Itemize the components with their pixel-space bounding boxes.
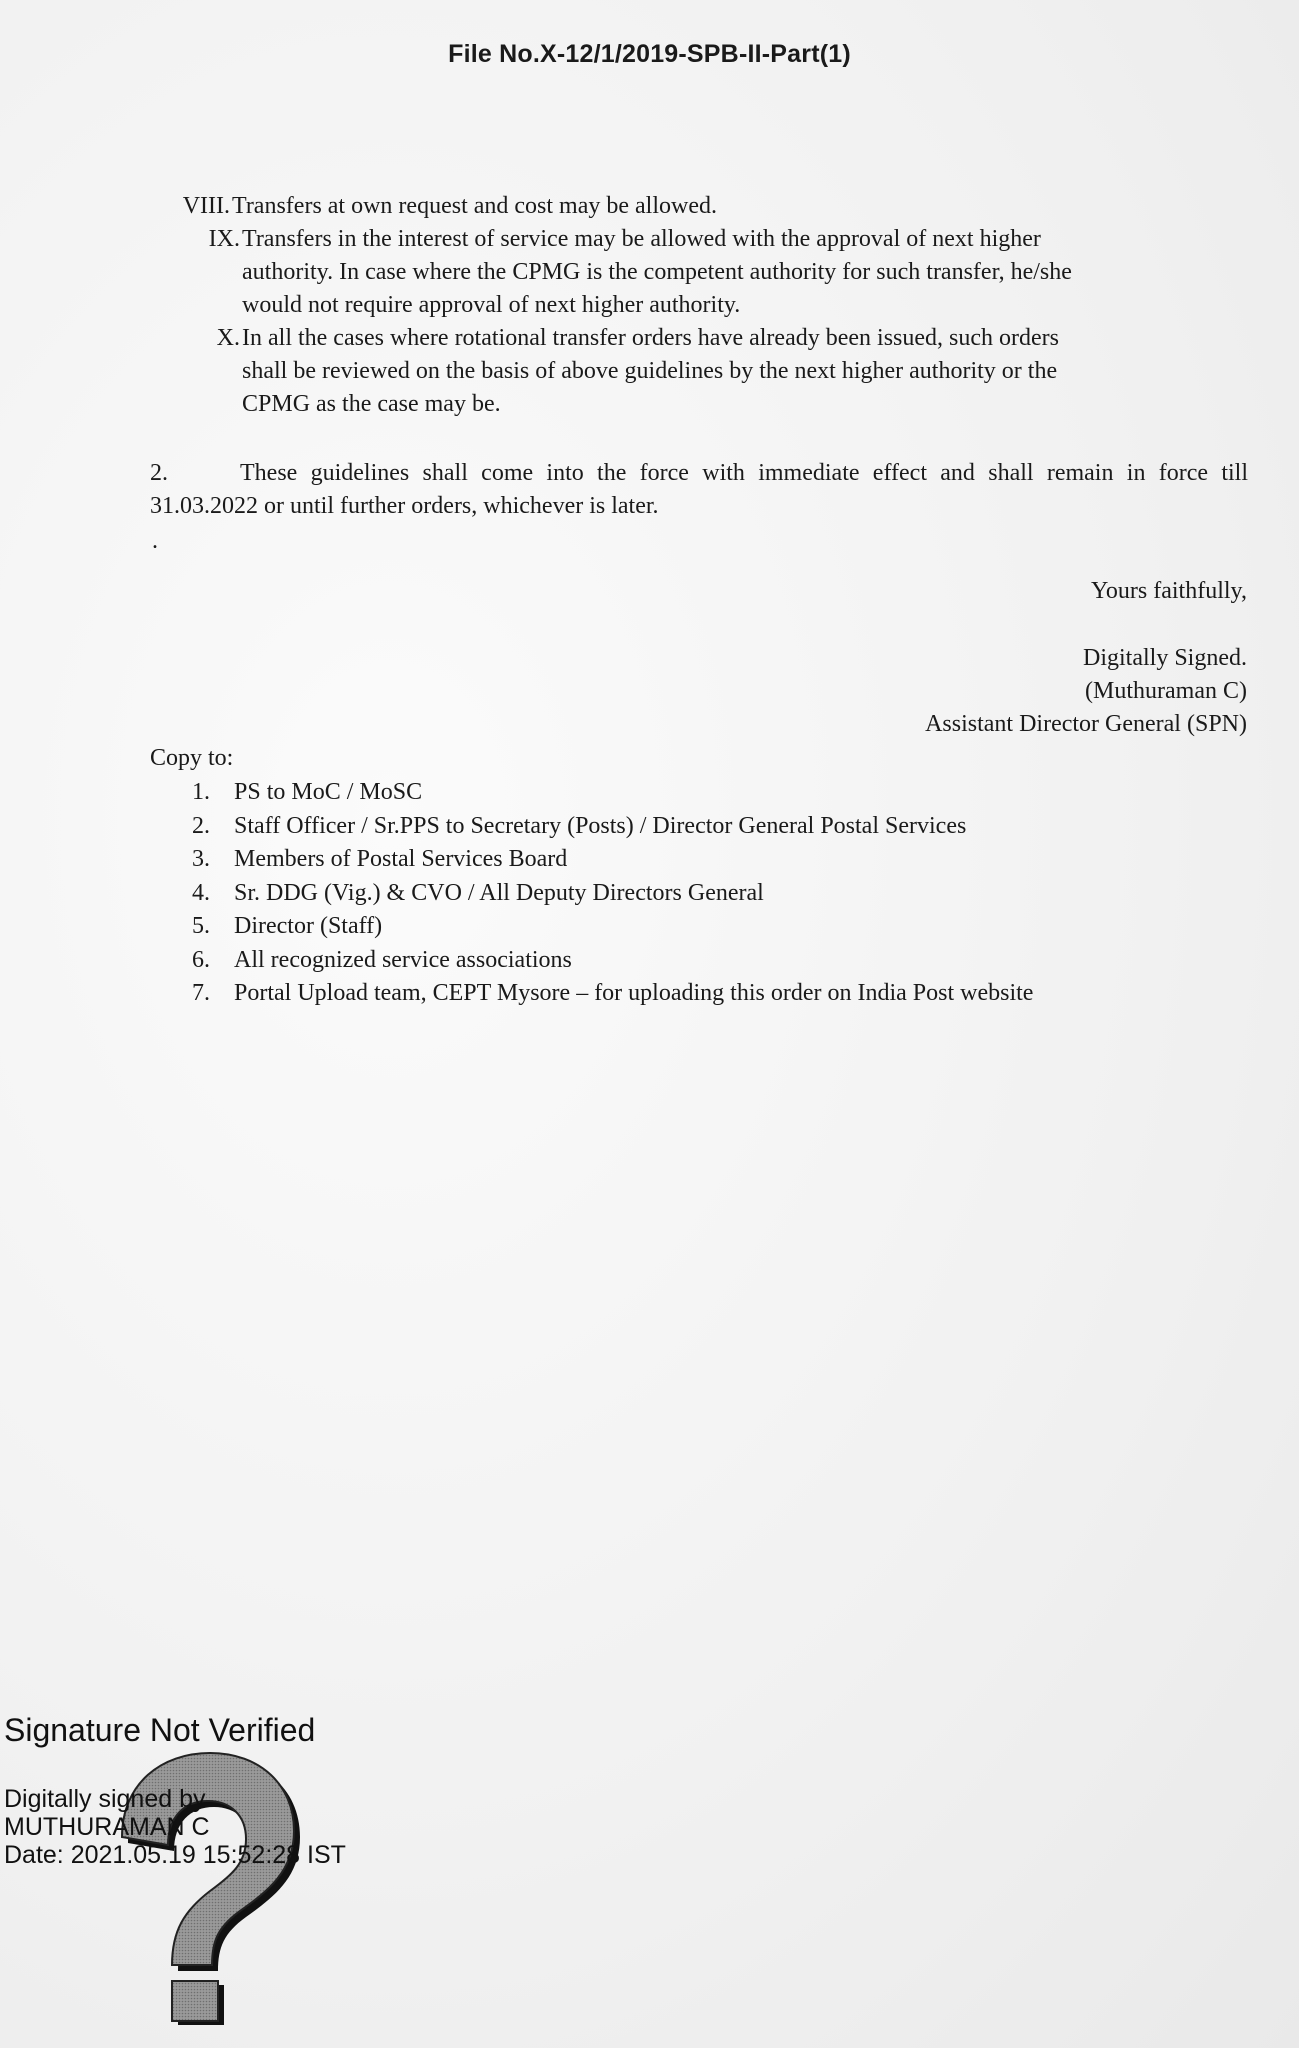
signature-line: Digitally signed by — [4, 1785, 206, 1813]
guideline-item — [198, 322, 1250, 421]
guideline-line: would not require approval of next higher authority. — [242, 292, 741, 318]
paragraph-2 — [150, 457, 1248, 523]
signed-note: Digitally Signed. — [1083, 645, 1247, 671]
guideline-line: CPMG as the case may be. — [242, 391, 501, 417]
guideline-number: VIII. — [182, 193, 230, 219]
guideline-item — [200, 223, 1250, 322]
signoff-block — [925, 575, 1247, 741]
guideline-line: Transfers in the interest of service may be allowed with the approval of next higher — [242, 226, 1041, 252]
list-item: 6. All recognized service associations — [192, 946, 572, 973]
signatory-name: (Muthuraman C) — [1085, 678, 1247, 704]
guideline-line: In all the cases where rotational transfer orders have already been issued, such orders — [242, 325, 1059, 351]
signatory-designation: Assistant Director General (SPN) — [925, 711, 1247, 737]
list-item: 7. Portal Upload team, CEPT Mysore – for uploading this order on India Post website — [192, 980, 1034, 1006]
signature-date: Date: 2021.05.19 15:52:28 IST — [4, 1841, 346, 1869]
signature-block — [4, 1712, 346, 1869]
paragraph-number: 2. — [150, 460, 168, 486]
closing: Yours faithfully, — [1090, 578, 1247, 604]
file-number: File No.X-12/1/2019-SPB-II-Part(1) — [448, 40, 851, 68]
stray-dot: . — [152, 528, 158, 554]
list-item: 5. Director (Staff) — [192, 913, 383, 939]
list-item: 1. PS to MoC / MoSC — [192, 779, 423, 805]
copy-to-list — [192, 776, 1033, 1011]
guideline-line: Transfers at own request and cost may be allowed. — [232, 193, 717, 219]
list-item: 4. Sr. DDG (Vig.) & CVO / All Deputy Directors General — [192, 879, 764, 906]
guideline-number: X. — [216, 325, 240, 351]
signature-name: MUTHURAMAN C — [4, 1813, 210, 1841]
list-item: 2. Staff Officer / Sr.PPS to Secretary (Posts) / Director General Postal Services — [192, 812, 967, 839]
signature-status: Signature Not Verified — [4, 1712, 316, 1748]
guideline-number: IX. — [208, 226, 240, 252]
guideline-list — [182, 190, 1250, 421]
guideline-item — [166, 190, 1250, 223]
guideline-line: authority. In case where the CPMG is the competent authority for such transfer, he/she — [242, 259, 1072, 285]
guideline-line: shall be reviewed on the basis of above guidelines by the next higher authority or the — [242, 358, 1058, 384]
list-item: 3. Members of Postal Services Board — [192, 846, 568, 872]
copy-to-heading: Copy to: — [150, 745, 234, 771]
paragraph-text: These guidelines shall come into the force with immediate effect and shall remain in force till 31.03.2022 or until further orders, whichever is later. — [150, 460, 1248, 519]
